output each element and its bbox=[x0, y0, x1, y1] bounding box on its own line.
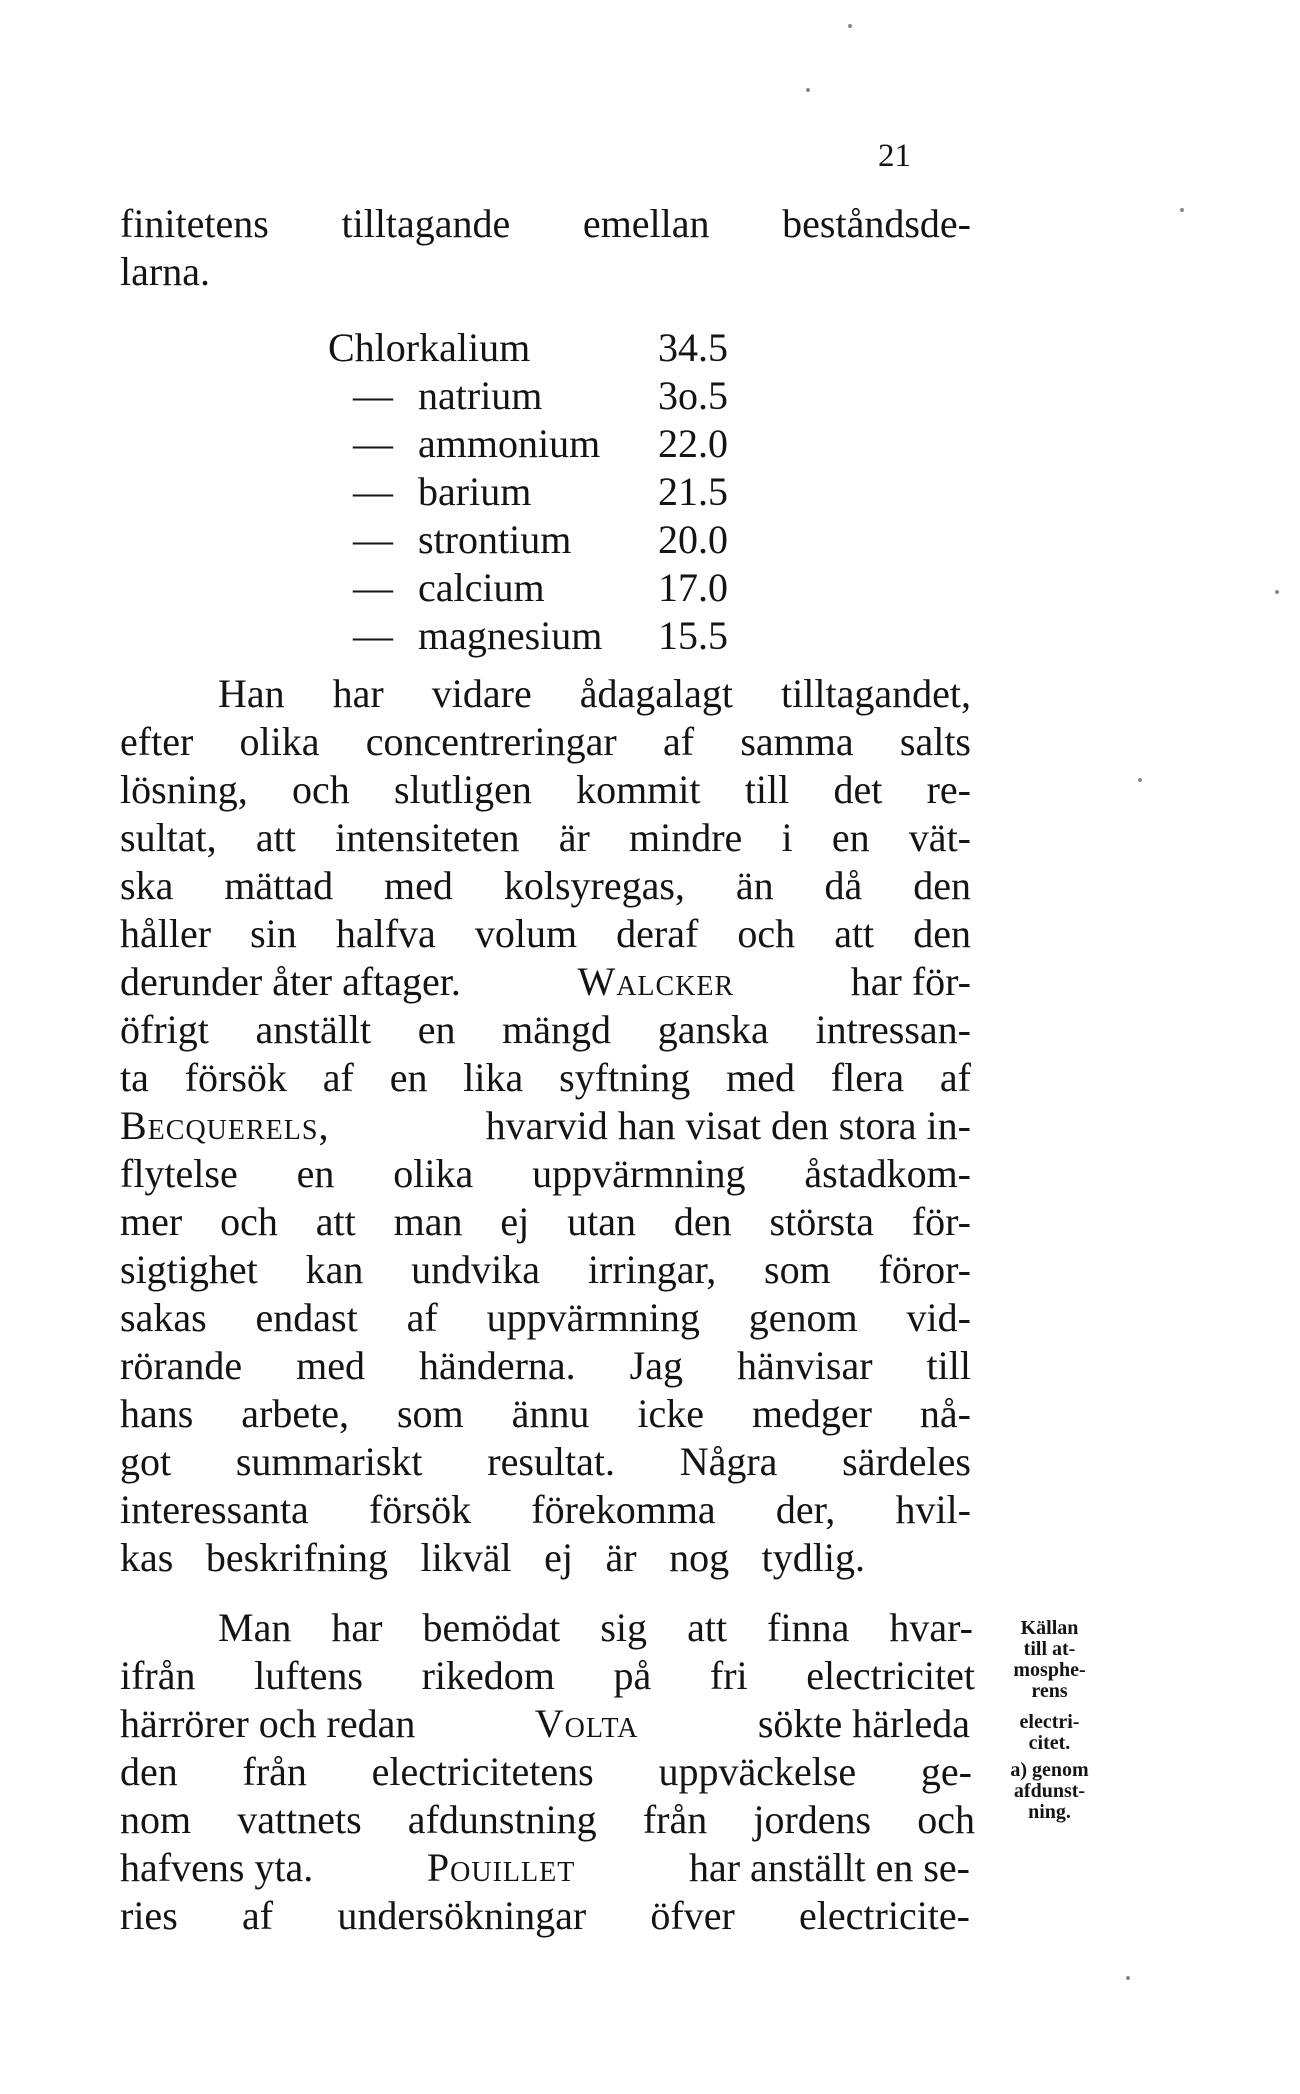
text-line: lösning, och slutligen kommit till det re- bbox=[120, 767, 971, 812]
margin-note-line: till at- bbox=[1023, 1638, 1076, 1660]
row-dash: — bbox=[353, 516, 393, 562]
text-line: Han har vidare ådagalagt tilltagandet, bbox=[218, 671, 971, 716]
row-dash: — bbox=[353, 564, 393, 610]
text-line: Man har bemödat sig att finna hvar- bbox=[218, 1605, 973, 1650]
text-line: håller sin halfva volum deraf och att den bbox=[120, 911, 971, 956]
margin-note-line: citet. bbox=[1028, 1732, 1071, 1754]
row-dash: — bbox=[353, 468, 393, 514]
table-row bbox=[328, 323, 768, 371]
text-line: ifrån luftens rikedom på fri electricitet bbox=[120, 1653, 975, 1698]
row-value: 22.0 bbox=[658, 420, 728, 466]
scan-speck bbox=[848, 24, 852, 28]
text-line bbox=[120, 1700, 970, 1748]
scan-speck bbox=[1138, 778, 1142, 782]
text-line: kas beskrifning likväl ej är nog tydlig. bbox=[120, 1535, 865, 1580]
line-start: härrörer och redan bbox=[120, 1701, 416, 1746]
text-line: sakas endast af uppvärmning genom vid- bbox=[120, 1295, 971, 1340]
text-line: larna. bbox=[120, 249, 210, 294]
row-dash: — bbox=[353, 372, 393, 418]
text-line: finitetens tilltagande emellan beståndsde- bbox=[120, 201, 971, 246]
text-line: efter olika concentreringar af samma salts bbox=[120, 719, 971, 764]
row-dash: — bbox=[353, 612, 393, 658]
row-value: 3o.5 bbox=[658, 372, 728, 418]
row-value: 15.5 bbox=[658, 612, 728, 658]
line-end: sökte härleda bbox=[757, 1701, 970, 1746]
scan-speck bbox=[1126, 1976, 1130, 1980]
text-line: got summariskt resultat. Några särdeles bbox=[120, 1439, 971, 1484]
line-start: derunder åter aftager. bbox=[120, 959, 461, 1004]
row-value: 34.5 bbox=[658, 324, 728, 370]
text-line: sigtighet kan undvika irringar, som föror- bbox=[120, 1247, 971, 1292]
row-name: strontium bbox=[418, 516, 572, 562]
margin-note-line: Källan bbox=[1020, 1617, 1079, 1639]
text-line: interessanta försök förekomma der, hvil- bbox=[120, 1487, 971, 1532]
row-value: 21.5 bbox=[658, 468, 728, 514]
scan-speck bbox=[1180, 208, 1184, 212]
text-line: rörande med händerna. Jag hänvisar till bbox=[120, 1343, 971, 1388]
text-line: nom vattnets afdunstning från jordens och bbox=[120, 1797, 975, 1842]
row-name: Chlorkalium bbox=[328, 324, 531, 370]
margin-note-line: a) genom bbox=[1010, 1759, 1089, 1781]
author-name: Walcker bbox=[577, 959, 735, 1004]
line-end: har för- bbox=[850, 959, 971, 1004]
table-row bbox=[328, 371, 768, 419]
author-name: Volta bbox=[534, 1701, 639, 1746]
author-name: Becquerels, bbox=[120, 1103, 330, 1148]
line-start: hafvens yta. bbox=[120, 1845, 314, 1890]
row-name: ammonium bbox=[418, 420, 601, 466]
text-line: den från electricitetens uppväckelse ge- bbox=[120, 1749, 972, 1794]
line-end: har anställt en se- bbox=[688, 1845, 970, 1890]
row-name: barium bbox=[418, 468, 532, 514]
table-row bbox=[328, 563, 768, 611]
page-number: 21 bbox=[878, 138, 911, 174]
text-line: mer och att man ej utan den största för- bbox=[120, 1199, 971, 1244]
text-line bbox=[120, 1844, 970, 1892]
margin-note-line: electri- bbox=[1019, 1711, 1080, 1733]
text-line: sultat, att intensiteten är mindre i en vät- bbox=[120, 815, 971, 860]
text-line bbox=[120, 958, 971, 1006]
row-name: calcium bbox=[418, 564, 545, 610]
data-table bbox=[328, 323, 768, 659]
text-line bbox=[120, 1102, 971, 1150]
row-name: magnesium bbox=[418, 612, 603, 658]
author-name: Pouillet bbox=[426, 1845, 576, 1890]
text-line: ta försök af en lika syftning med flera af bbox=[120, 1055, 971, 1100]
margin-note-line: afdunst- bbox=[1013, 1780, 1086, 1802]
text-line: flytelse en olika uppvärmning åstadkom- bbox=[120, 1151, 971, 1196]
row-value: 17.0 bbox=[658, 564, 728, 610]
margin-note-line: rens bbox=[1031, 1680, 1068, 1702]
scan-speck bbox=[1275, 590, 1279, 594]
text-line: ries af undersökningar öfver electricite- bbox=[120, 1893, 970, 1938]
row-value: 20.0 bbox=[658, 516, 728, 562]
text-line: hans arbete, som ännu icke medger nå- bbox=[120, 1391, 971, 1436]
table-row bbox=[328, 611, 768, 659]
text-line: ska mättad med kolsyregas, än då den bbox=[120, 863, 971, 908]
margin-note-line: mosphe- bbox=[1013, 1659, 1086, 1681]
margin-note bbox=[977, 1618, 1122, 1823]
line-end: hvarvid han visat den stora in- bbox=[485, 1103, 971, 1148]
row-name: natrium bbox=[418, 372, 543, 418]
scan-speck bbox=[806, 88, 810, 92]
margin-note-line: ning. bbox=[1028, 1801, 1071, 1823]
text-line: öfrigt anställt en mängd ganska intressan- bbox=[120, 1007, 971, 1052]
table-row bbox=[328, 467, 768, 515]
row-dash: — bbox=[353, 420, 393, 466]
table-row bbox=[328, 419, 768, 467]
table-row bbox=[328, 515, 768, 563]
